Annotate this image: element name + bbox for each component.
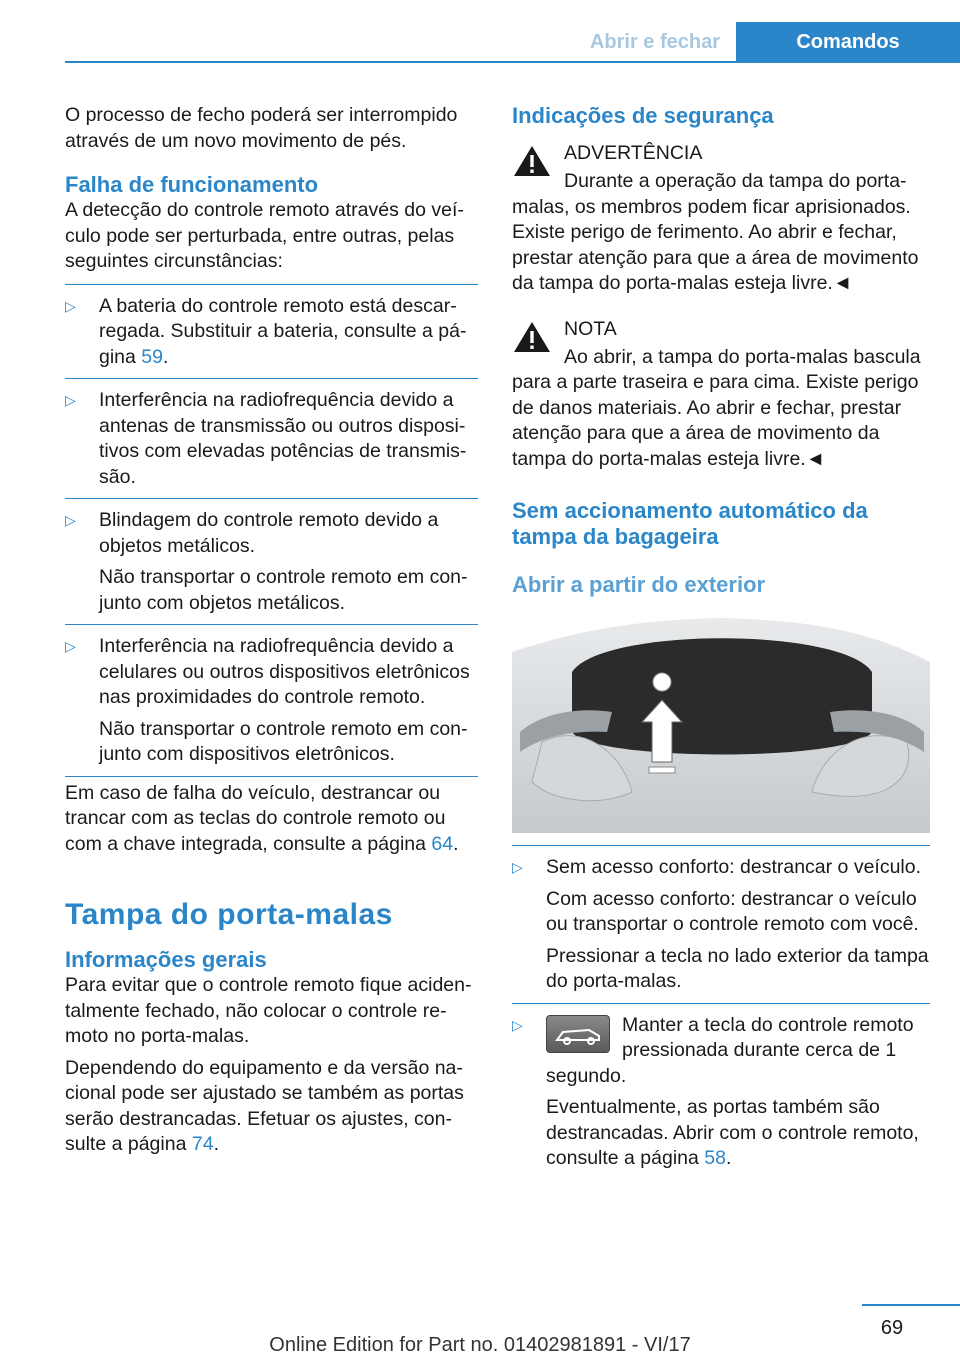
bullet-text: Sem acesso conforto: destrancar o veículo. (546, 856, 922, 878)
bullet-text: A bateria do controle remoto está descarregada. Substituir a bateria, consulte a página (99, 294, 467, 368)
bullet-text: Manter a tecla do controle remoto pressionada durante cerca de 1 segundo. (546, 1013, 914, 1087)
bullet-separator (65, 378, 478, 379)
warning-triangle-icon (512, 319, 552, 355)
page-link[interactable]: 58 (704, 1147, 726, 1169)
warning-block (512, 141, 930, 297)
header-section-tab[interactable]: Abrir e fechar (589, 31, 721, 53)
left-column (65, 103, 478, 1158)
notice-text: Ao abrir, a tampa do porta-malas bascula para a parte traseira e para cima. Existe perigo de danos materiais. Ao abrir e fechar, prestar atenção para que a área de movimento da tampa do porta-malas esteja livre.◄ (512, 345, 921, 470)
heading-sem-accionamento: Sem accionamento automático da tampa da bagageira (512, 498, 868, 549)
trunk-photo (512, 612, 930, 833)
heading-falha: Falha de funcionamento (65, 172, 319, 197)
page-link[interactable]: 64 (431, 832, 454, 855)
heading-seguranca: Indicações de segurança (512, 103, 774, 128)
remote-trunk-key-icon (546, 1015, 610, 1053)
info-paragraph-1: Para evitar que o controle remoto fique acidentalmente fechado, não colocar o controle remoto no porta-malas. (65, 974, 472, 1047)
bullet-separator (65, 498, 478, 499)
bullet-separator (512, 1003, 930, 1004)
page-number-rule (862, 1304, 960, 1306)
bullet-tail: . (163, 345, 169, 368)
right-column (512, 103, 930, 1172)
bullet-text: Blindagem do controle remoto devido a objetos metálicos. (99, 509, 439, 557)
bullet-triangle-icon: ▷ (512, 1016, 523, 1033)
bullet-separator (512, 845, 930, 846)
bullet-triangle-icon: ▷ (65, 297, 76, 314)
warning-title: ADVERTÊNCIA (564, 142, 703, 164)
page-link[interactable]: 74 (191, 1133, 214, 1155)
bullet-separator (65, 624, 478, 625)
page-link[interactable]: 59 (141, 345, 163, 368)
bullet-subtext: Não transportar o controle remoto em conjunto com dispositivos eletrônicos. (99, 717, 468, 765)
bullet-subtext: Eventualmente, as portas também são destrancadas. Abrir com o controle remoto, consulte a página 58. (546, 1096, 919, 1169)
notice-title: NOTA (564, 317, 617, 340)
notice-block (512, 317, 930, 473)
bullet-subtext: Não transportar o controle remoto em conjunto com objetos metálicos. (99, 566, 468, 614)
bullet-subtext: Pressionar a tecla no lado exterior da tampa do porta-malas. (546, 944, 929, 992)
bullet-triangle-icon: ▷ (65, 392, 76, 408)
bullet-triangle-icon: ▷ (512, 859, 523, 875)
info-paragraph-2: Dependendo do equipamento e da versão nacional pode ser ajustado se também as portas serão destrancadas. Efetuar os ajustes, consulte a página 74. (65, 1056, 464, 1155)
footer-edition: Online Edition for Part no. 01402981891 - VI/17 (269, 1334, 691, 1356)
intro-paragraph: O processo de fecho poderá ser interrompido através de um novo movimento de pés. (65, 104, 458, 152)
heading-info: Informações gerais (65, 947, 267, 972)
heading-tampa: Tampa do porta-malas (65, 898, 393, 931)
list-item (512, 855, 930, 995)
warning-triangle-icon (512, 143, 552, 179)
bullet-triangle-icon: ▷ (65, 512, 76, 528)
warning-text: Durante a operação da tampa do porta-malas, os membros podem ficar aprisionados. Existe perigo de ferimento. Ao abrir e fechar, prestar atenção para que a área de movimento da tampa do porta-malas esteja livre.◄ (512, 170, 919, 294)
header-chapter-tab[interactable]: Comandos (736, 22, 960, 63)
bullet-text: Interferência na radiofrequência devido a celulares ou outros dispositivos eletrônicos nas proximidades do controle remoto. (99, 635, 470, 708)
list-item (512, 1013, 930, 1172)
heading-abrir: Abrir a partir do exterior (512, 572, 766, 597)
page-number: 69 (880, 1317, 904, 1339)
list-item (65, 388, 478, 490)
bullet-separator (65, 776, 478, 777)
falha-paragraph: A detecção do controle remoto através do veículo pode ser perturbada, entre outras, pelas seguintes circunstâncias: (65, 199, 464, 272)
emergency-paragraph: Em caso de falha do veículo, destrancar ou trancar com as teclas do controle remoto ou com a chave integrada, consulte a página 64. (65, 781, 459, 855)
list-item (65, 294, 478, 371)
list-item (65, 508, 478, 616)
bullet-subtext: Com acesso conforto: destrancar o veículo ou transportar o controle remoto com você. (546, 887, 919, 935)
list-item (65, 634, 478, 768)
bullet-separator (65, 284, 478, 285)
bullet-text: Interferência na radiofrequência devido a antenas de transmissão ou outros dispositivos com elevadas potências de transmissão. (99, 389, 467, 488)
bullet-triangle-icon: ▷ (65, 638, 76, 654)
